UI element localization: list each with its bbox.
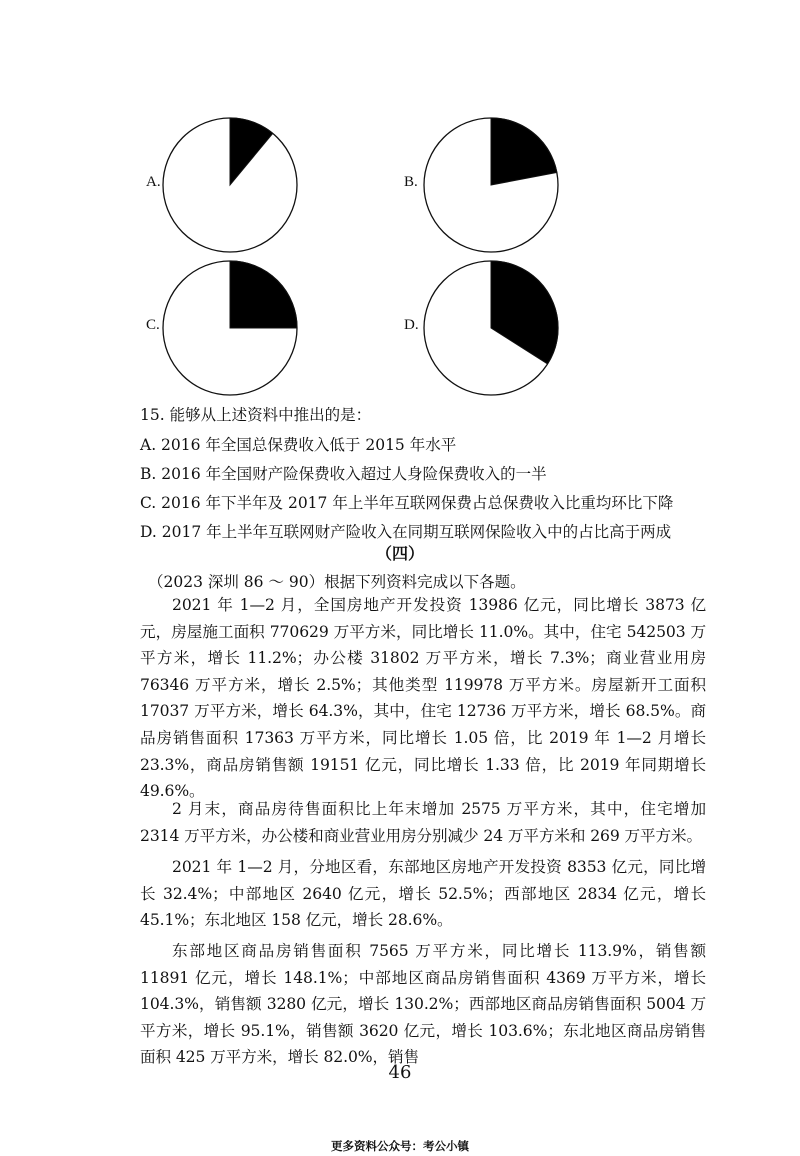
option-label: C. <box>146 317 160 333</box>
pie-chart <box>421 258 561 398</box>
option-label: D. <box>404 317 419 333</box>
source-line: （2023 深圳 86 ～ 90）根据下列资料完成以下各题。 <box>148 573 526 591</box>
paragraph: 2021 年 1—2 月，分地区看，东部地区房地产开发投资 8353 亿元，同比增长 32.4%；中部地区 2640 亿元，增长 52.5%；西部地区 2834 亿元，增长 45.1%；东北地区 158 亿元，增长 28.6%。 <box>140 858 706 930</box>
paragraph: 2021 年 1—2 月，全国房地产开发投资 13986 亿元，同比增长 3873 亿元，房屋施工面积 770629 万平方米，同比增长 11.0%。其中，住宅 542503 万平方米，增长 11.2%；办公楼 31802 万平方米，增长 7.3%；商业营业用房 76346 万平方米，增长 2.5%；其他类型 119978 万平方米。房屋新开工面积 17037 万平方米，增长 64.3%，其中，住宅 12736 万平方米，增长 68.5%。商品房销售面积 17363 万平方米，同比增长 1.05 倍，比 2019 年 1—2 月增长 23.3%，商品房销售额 19151 亿元，同比增长 1.33 倍，比 2019 年同期增长 49.6%。 <box>140 596 706 801</box>
paragraph: 东部地区商品房销售面积 7565 万平方米，同比增长 113.9%，销售额 11891 亿元，增长 148.1%；中部地区商品房销售面积 4369 万平方米，增长 104.3%，销售额 3280 亿元，增长 130.2%；西部地区商品房销售面积 5004 万平方米，增长 95.1%，销售额 3620 亿元，增长 103.6%；东北地区商品房销售面积 425 万平方米，增长 82.0%，销售 <box>140 942 706 1067</box>
answer-option-d[interactable]: D. 2017 年上半年互联网财产险收入在同期互联网保险收入中的占比高于两成 <box>140 523 672 541</box>
pie-option-a[interactable] <box>140 115 310 255</box>
option-label: B. <box>404 174 418 190</box>
section-title: （四） <box>375 544 424 563</box>
paragraph: 2 月末，商品房待售面积比上年末增加 2575 万平方米，其中，住宅增加 2314 万平方米，办公楼和商业营业用房分别减少 24 万平方米和 269 万平方米。 <box>140 800 706 845</box>
pie-chart <box>160 258 300 398</box>
question-stem: 15. 能够从上述资料中推出的是： <box>140 406 372 424</box>
pie-chart <box>160 115 300 255</box>
pie-option-d[interactable] <box>403 258 573 398</box>
footer-text: 更多资料公众号：考公小镇 <box>331 1139 469 1153</box>
answer-option-a[interactable]: A. 2016 年全国总保费收入低于 2015 年水平 <box>140 436 457 454</box>
answer-option-b[interactable]: B. 2016 年全国财产险保费收入超过人身险保费收入的一半 <box>140 465 547 483</box>
page-number: 46 <box>388 1062 412 1083</box>
pie-option-b[interactable] <box>403 115 573 255</box>
answer-option-c[interactable]: C. 2016 年下半年及 2017 年上半年互联网保费占总保费收入比重均环比下降 <box>140 494 674 512</box>
option-label: A. <box>146 174 161 190</box>
pie-slice-highlighted <box>230 261 297 328</box>
pie-chart <box>421 115 561 255</box>
pie-option-c[interactable] <box>140 258 310 398</box>
